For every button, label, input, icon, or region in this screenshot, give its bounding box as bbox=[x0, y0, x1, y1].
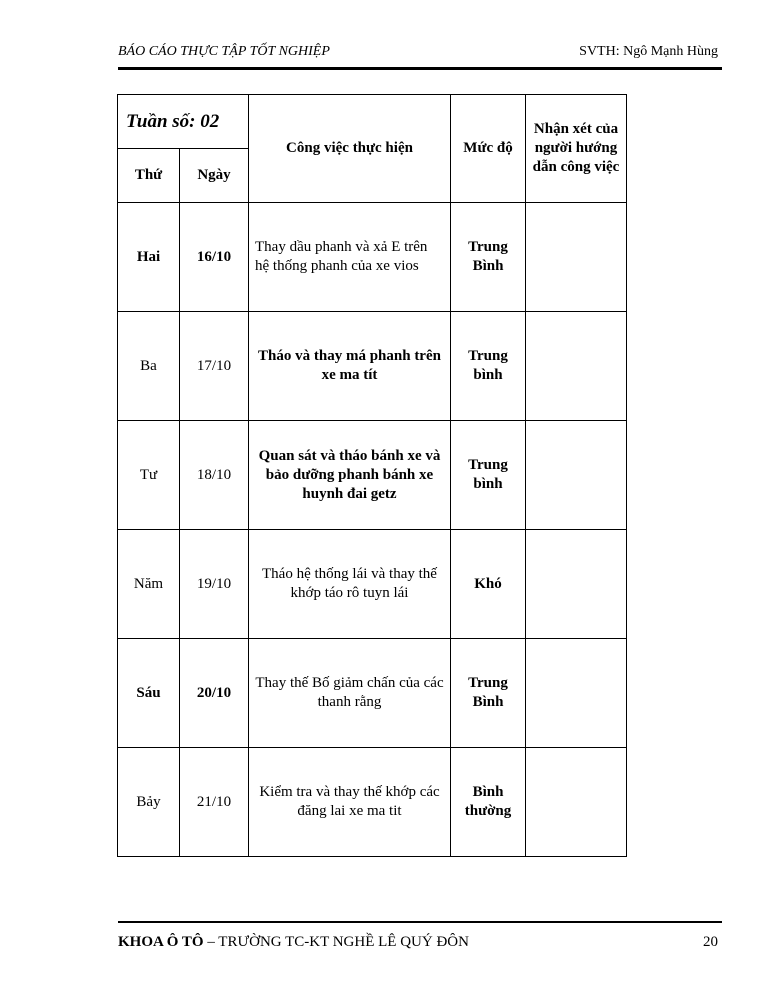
table-row bbox=[118, 748, 627, 857]
cell-work: Tháo hệ thống lái và thay thế khớp táo rô tuyn lái bbox=[249, 530, 451, 639]
header-comment: Nhận xét của người hướng dẫn công việc bbox=[526, 95, 627, 203]
cell-comment bbox=[526, 421, 627, 530]
cell-comment bbox=[526, 312, 627, 421]
page-header bbox=[118, 44, 718, 66]
header-level: Mức độ bbox=[451, 95, 526, 203]
faculty-name: KHOA Ô TÔ bbox=[118, 934, 204, 950]
cell-level: Trung bình bbox=[451, 421, 526, 530]
cell-level: Trung Bình bbox=[451, 639, 526, 748]
cell-day: Bảy bbox=[118, 748, 180, 857]
cell-level: Bình thường bbox=[451, 748, 526, 857]
page-footer bbox=[118, 934, 718, 956]
student-name: SVTH: Ngô Mạnh Hùng bbox=[579, 44, 718, 59]
weekly-work-table bbox=[117, 94, 627, 857]
school-name: – TRƯỜNG TC-KT NGHỀ LÊ QUÝ ĐÔN bbox=[203, 934, 469, 950]
cell-comment bbox=[526, 748, 627, 857]
header-day: Thứ bbox=[118, 149, 180, 203]
header-work: Công việc thực hiện bbox=[249, 95, 451, 203]
page-number: 20 bbox=[703, 934, 718, 950]
cell-day: Hai bbox=[118, 203, 180, 312]
table-row bbox=[118, 203, 627, 312]
cell-day: Năm bbox=[118, 530, 180, 639]
faculty-school bbox=[118, 934, 469, 951]
cell-level: Trung bình bbox=[451, 312, 526, 421]
cell-work: Thay dầu phanh và xả E trên hệ thống phanh của xe vios bbox=[249, 203, 451, 312]
header-divider bbox=[118, 67, 722, 70]
footer-divider bbox=[118, 921, 722, 923]
cell-date: 17/10 bbox=[180, 312, 249, 421]
cell-work: Quan sát và tháo bánh xe và bảo dưỡng phanh bánh xe huynh đai getz bbox=[249, 421, 451, 530]
cell-day: Tư bbox=[118, 421, 180, 530]
cell-work: Kiểm tra và thay thế khớp các đăng lai xe ma tit bbox=[249, 748, 451, 857]
cell-work: Thay thế Bố giảm chấn của các thanh rằng bbox=[249, 639, 451, 748]
cell-date: 20/10 bbox=[180, 639, 249, 748]
cell-comment bbox=[526, 639, 627, 748]
cell-comment bbox=[526, 530, 627, 639]
cell-level: Khó bbox=[451, 530, 526, 639]
cell-date: 19/10 bbox=[180, 530, 249, 639]
table-row bbox=[118, 639, 627, 748]
header-date: Ngày bbox=[180, 149, 249, 203]
table-row bbox=[118, 421, 627, 530]
cell-level: Trung Bình bbox=[451, 203, 526, 312]
table-row bbox=[118, 312, 627, 421]
week-number: Tuần số: 02 bbox=[118, 95, 249, 149]
report-title: BÁO CÁO THỰC TẬP TỐT NGHIỆP bbox=[118, 44, 330, 59]
cell-date: 16/10 bbox=[180, 203, 249, 312]
cell-day: Ba bbox=[118, 312, 180, 421]
cell-work: Tháo và thay má phanh trên xe ma tít bbox=[249, 312, 451, 421]
cell-date: 21/10 bbox=[180, 748, 249, 857]
cell-comment bbox=[526, 203, 627, 312]
table-row bbox=[118, 530, 627, 639]
cell-date: 18/10 bbox=[180, 421, 249, 530]
cell-day: Sáu bbox=[118, 639, 180, 748]
